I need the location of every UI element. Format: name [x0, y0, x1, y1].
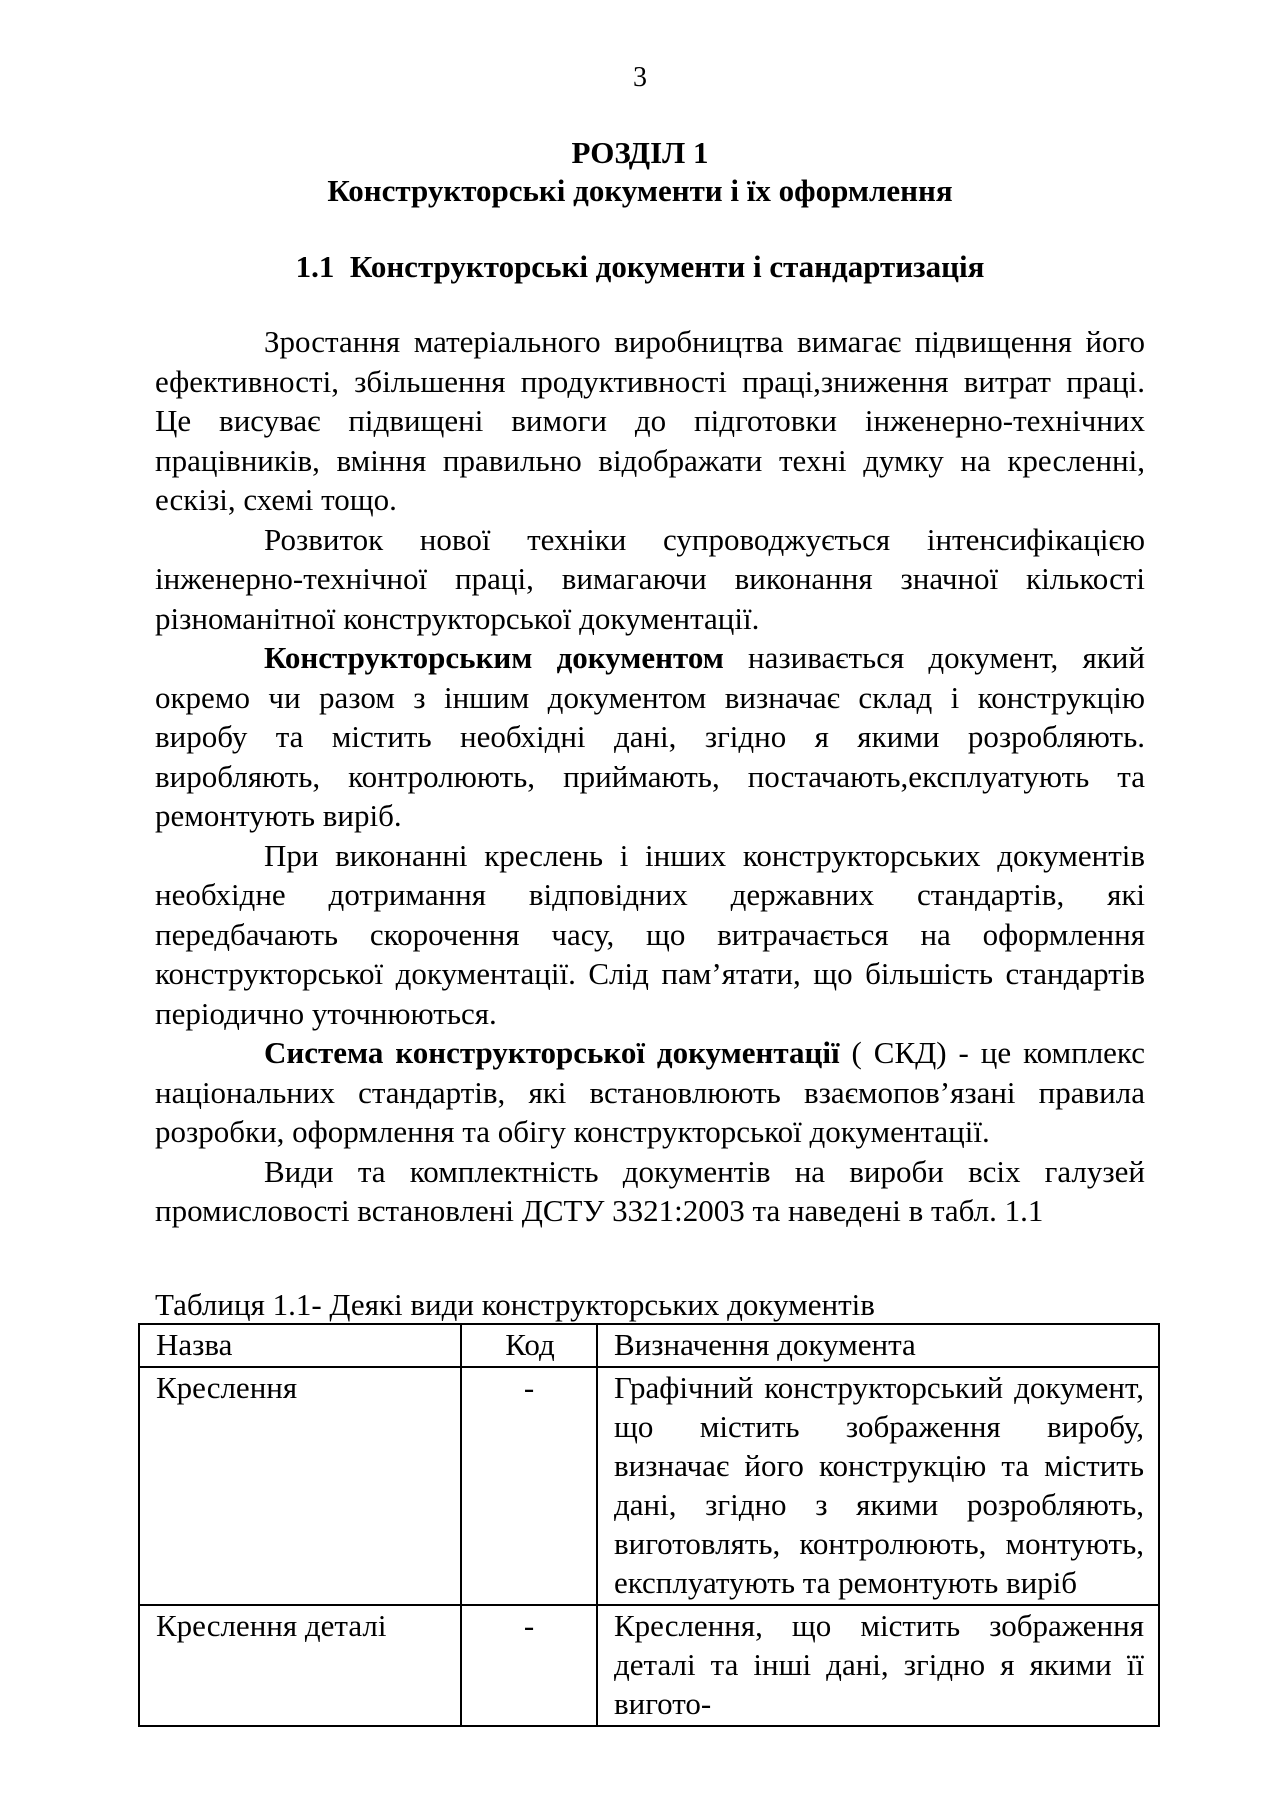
body-text — [155, 322, 1145, 1231]
table-cell-name: Креслення деталі — [139, 1605, 461, 1726]
paragraph: Конструкторським документом називається документ, який окремо чи разом з іншим документом визначає склад і конструкцію виробу та містить необхідні дані, згідно я якими розробляють. виробляють, контролюють, приймають, постачають,експлуатують та ремонтують виріб. — [155, 640, 1145, 833]
table-cell-name: Креслення — [139, 1367, 461, 1605]
paragraph: Зростання матеріального виробництва вимагає підвищення його ефективності, збільшення продуктивності праці,зниження витрат праці. Це висуває підвищені вимоги до підготовки інженерно-технічних працівників, вміння правильно відображати техні думку на кресленні, ескізі, схемі тощо. — [155, 324, 1145, 517]
section-title: Конструкторські документи і стандартизація — [349, 249, 985, 284]
document-types-table — [138, 1323, 1160, 1727]
table-cell-definition: Креслення, що містить зображення деталі та інші дані, згідно я якими її вигото- — [597, 1605, 1159, 1726]
table-cell-code: - — [461, 1367, 597, 1605]
defined-term: Система конструкторської документації — [264, 1035, 840, 1070]
defined-term: Конструкторським документом — [264, 640, 724, 675]
paragraph: Розвиток нової техніки супроводжується інтенсифікацією інженерно-технічної праці, вимагаючи виконання значної кількості різноманітної конструкторської документації. — [155, 521, 1145, 636]
table-header-cell: Код — [461, 1324, 597, 1367]
section-heading — [0, 248, 1280, 286]
table-caption: Таблиця 1.1- Деякі види конструкторських документів — [155, 1287, 875, 1322]
table-cell-definition: Графічний конструкторський документ, що містить зображення виробу, визначає його конструкцію та містить дані, згідно з якими розробляють, виготовлять, контролюють, монтують, експлуатують та ремонтують виріб — [597, 1367, 1159, 1605]
chapter-title: Конструкторські документи і їх оформлення — [327, 173, 953, 208]
table-header-cell: Назва — [139, 1324, 461, 1367]
chapter-label: РОЗДІЛ 1 — [571, 135, 709, 170]
table-cell-code: - — [461, 1605, 597, 1726]
paragraph: Система конструкторської документації ( СКД) - це комплекс національних стандартів, які встановлюють взаємопов’язані правила розробки, оформлення та обігу конструкторської документації. — [155, 1035, 1145, 1149]
paragraph: Види та комплектність документів на вироби всіх галузей промисловості встановлені ДСТУ 3321:2003 та наведені в табл. 1.1 — [155, 1153, 1145, 1228]
table-row — [139, 1605, 1159, 1726]
section-number: 1.1 — [295, 249, 335, 284]
page-number: 3 — [633, 62, 647, 93]
table-header-cell: Визначення документа — [597, 1324, 1159, 1367]
table-row — [139, 1367, 1159, 1605]
table-header-row — [139, 1324, 1159, 1367]
paragraph: При виконанні креслень і інших конструкторських документів необхідне дотримання відповідних державних стандартів, які передбачають скорочення часу, що витрачається на оформлення конструкторської документації. Слід пам’ятати, що більшість стандартів періодично уточнюються. — [155, 837, 1145, 1031]
chapter-heading — [0, 134, 1280, 210]
